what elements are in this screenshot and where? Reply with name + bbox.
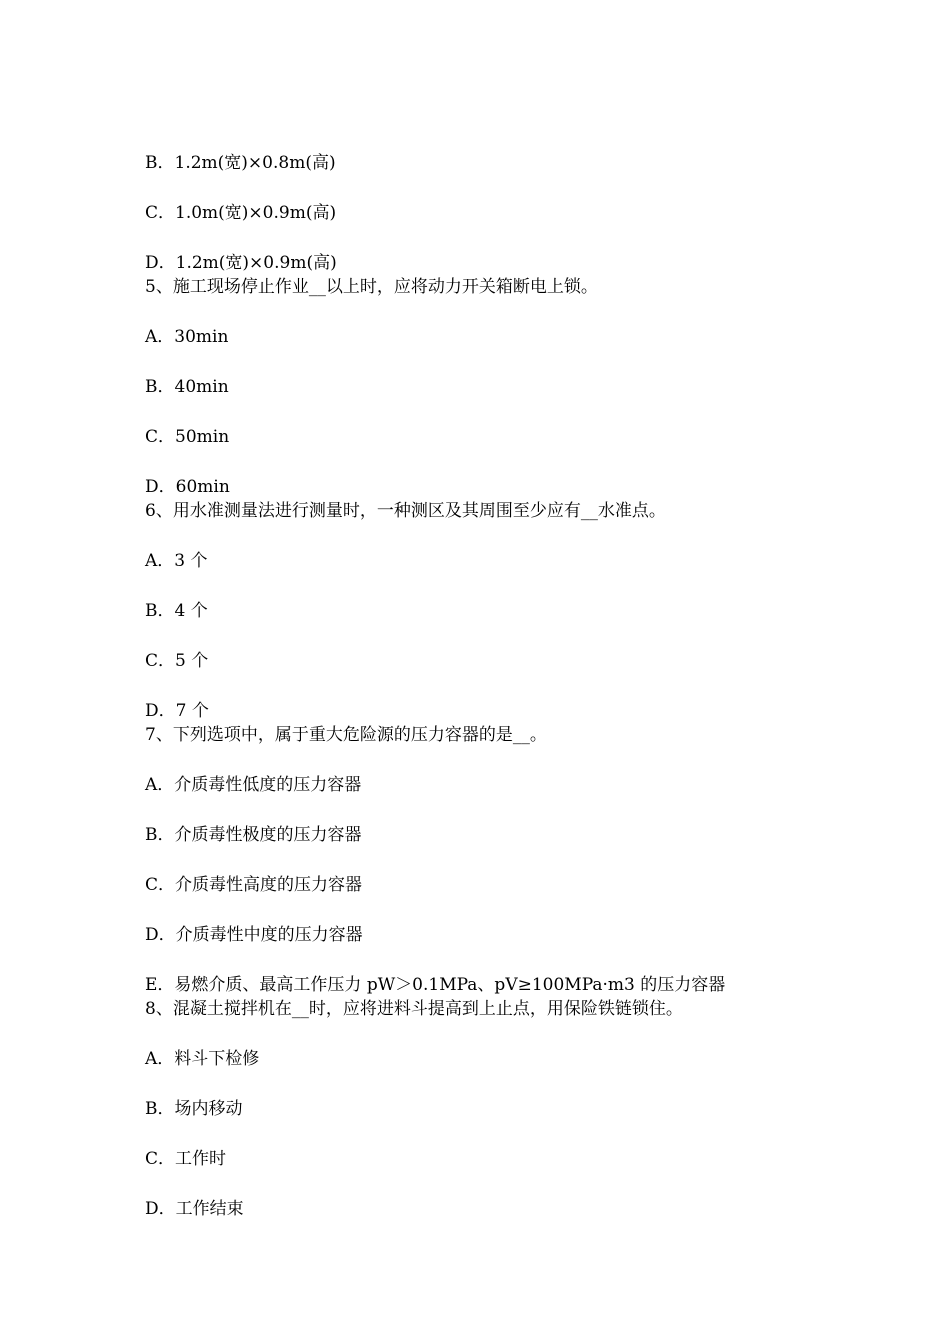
- option-letter: D．: [145, 477, 176, 497]
- q6-option-d: [145, 700, 209, 722]
- option-text: 1.0m(宽)×0.9m(高): [175, 203, 337, 223]
- option-letter: B．: [145, 825, 175, 845]
- option-letter: A．: [145, 551, 175, 571]
- option-letter: B．: [145, 377, 175, 397]
- q6-stem: 6、用水准测量法进行测量时，一种测区及其周围至少应有__水准点。: [145, 501, 666, 521]
- option-letter: C．: [145, 203, 176, 223]
- q7-option-c: [145, 874, 362, 896]
- q6-option-b: [145, 600, 208, 622]
- q7-stem: 7、下列选项中，属于重大危险源的压力容器的是__。: [145, 725, 547, 745]
- option-text: 介质毒性高度的压力容器: [175, 875, 363, 895]
- q4-option-d: [145, 252, 337, 274]
- option-letter: B．: [145, 153, 175, 173]
- option-letter: A．: [145, 327, 175, 347]
- option-text: 1.2m(宽)×0.9m(高): [175, 253, 337, 273]
- option-letter: A．: [145, 775, 175, 795]
- option-text: 工作结束: [175, 1199, 244, 1219]
- option-text: 30min: [174, 327, 229, 347]
- q7-option-e: [145, 974, 725, 996]
- option-text: 60min: [175, 477, 230, 497]
- option-letter: D．: [145, 253, 176, 273]
- option-text: 工作时: [175, 1149, 227, 1169]
- option-text: 易燃介质、最高工作压力 pW＞0.1MPa、pV≥100MPa·m3 的压力容器: [174, 975, 726, 995]
- q4-option-b: [145, 152, 336, 174]
- option-text: 料斗下检修: [174, 1049, 260, 1069]
- q5-option-a: [145, 326, 228, 348]
- q5-option-b: [145, 376, 229, 398]
- option-text: 介质毒性极度的压力容器: [174, 825, 362, 845]
- option-text: 场内移动: [174, 1099, 243, 1119]
- q5-option-d: [145, 476, 230, 498]
- q7-option-d: [145, 924, 363, 946]
- option-letter: D．: [145, 925, 176, 945]
- option-text: 1.2m(宽)×0.8m(高): [174, 153, 336, 173]
- q5-option-c: [145, 426, 229, 448]
- q6-option-c: [145, 650, 208, 672]
- q7-option-a: [145, 774, 361, 796]
- q4-option-c: [145, 202, 336, 224]
- option-letter: A．: [145, 1049, 175, 1069]
- option-text: 介质毒性中度的压力容器: [175, 925, 363, 945]
- option-text: 50min: [175, 427, 230, 447]
- option-text: 介质毒性低度的压力容器: [174, 775, 362, 795]
- q8-option-d: [145, 1198, 244, 1220]
- q8-option-a: [145, 1048, 259, 1070]
- option-text: 7 个: [175, 701, 209, 721]
- option-text: 5 个: [175, 651, 209, 671]
- q8-stem: 8、混凝土搅拌机在__时，应将进料斗提高到上止点，用保险铁链锁住。: [145, 999, 683, 1019]
- option-letter: C．: [145, 427, 176, 447]
- option-letter: B．: [145, 601, 175, 621]
- option-letter: C．: [145, 651, 176, 671]
- q8-option-c: [145, 1148, 226, 1170]
- option-letter: E．: [145, 975, 175, 995]
- q8-option-b: [145, 1098, 243, 1120]
- option-text: 3 个: [174, 551, 208, 571]
- option-text: 4 个: [174, 601, 208, 621]
- option-text: 40min: [174, 377, 229, 397]
- option-letter: C．: [145, 1149, 176, 1169]
- option-letter: C．: [145, 875, 176, 895]
- q6-option-a: [145, 550, 208, 572]
- option-letter: D．: [145, 701, 176, 721]
- option-letter: D．: [145, 1199, 176, 1219]
- option-letter: B．: [145, 1099, 175, 1119]
- q7-option-b: [145, 824, 362, 846]
- q5-stem: 5、施工现场停止作业__以上时，应将动力开关箱断电上锁。: [145, 277, 598, 297]
